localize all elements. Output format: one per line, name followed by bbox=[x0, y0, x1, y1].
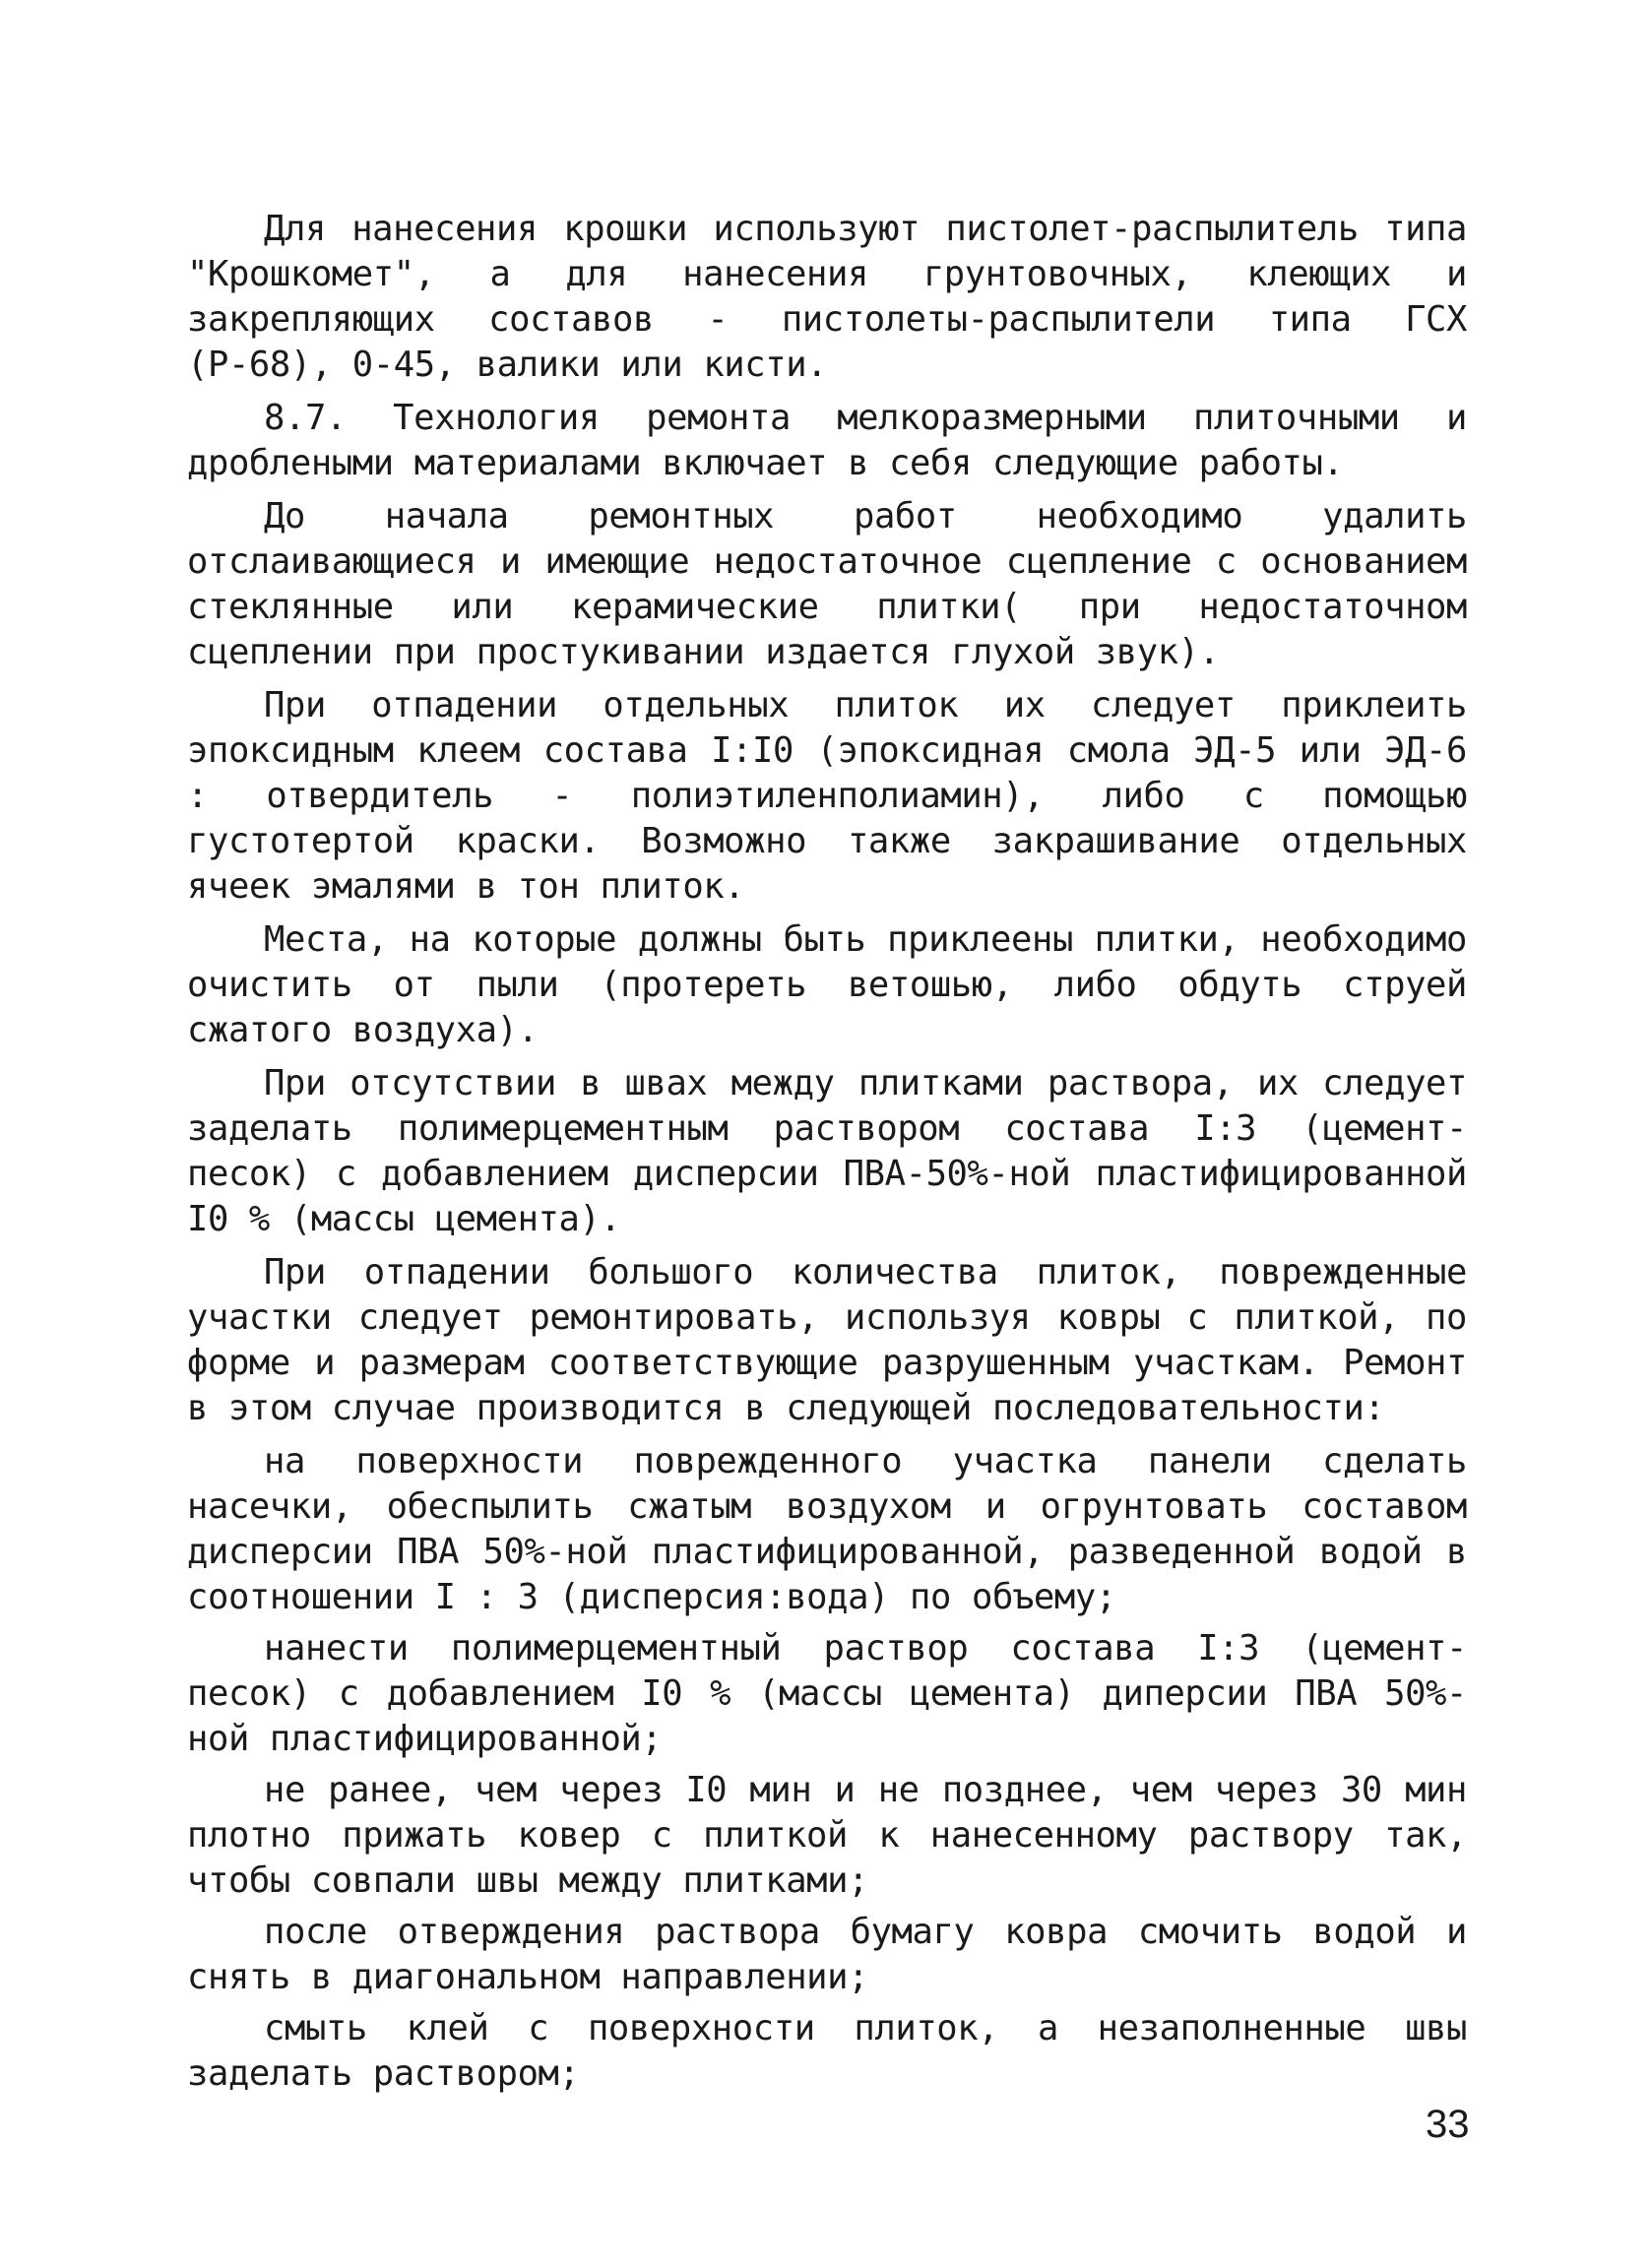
step-notch-and-prime: на поверхности поврежденного участка панели сделать насечки, обеспылить сжатым воздухом и огрунтовать составом дисперсии ПВА 50%-ной пластифицированной, разведенной водой в соотношении I : 3 (дисперсия:вода) по объему; bbox=[187, 1441, 1467, 1617]
paragraph-section-8-7: 8.7. Технология ремонта мелкоразмерными плиточными и дроблеными материалами включает в себя следующие работы. bbox=[187, 398, 1467, 483]
step-remove-paper: после отверждения раствора бумагу ковра смочить водой и снять в диагональном направлении; bbox=[187, 1912, 1467, 1997]
paragraph-carpet-repair: При отпадении большого количества плиток, поврежденные участки следует ремонтировать, используя ковры с плиткой, по форме и размерам соответствующие разрушенным участкам. Ремонт в этом случае производится в следующей последовательности: bbox=[187, 1252, 1467, 1428]
step-wash-glue: смыть клей с поверхности плиток, а незаполненные швы заделать раствором; bbox=[187, 2008, 1467, 2094]
paragraph-clean-surface: Места, на которые должны быть приклеены плитки, необходимо очистить от пыли (протереть ветошью, либо обдуть струей сжатого воздуха). bbox=[187, 919, 1467, 1050]
paragraph-seal-joints: При отсутствии в швах между плитками раствора, их следует заделать полимерцементным раствором состава I:3 (цемент-песок) с добавлением дисперсии ПВА-50%-ной пластифицированной I0 % (массы цемента). bbox=[187, 1063, 1467, 1239]
paragraph-spray-tools: Для нанесения крошки используют пистолет-распылитель типа "Крошкомет", а для нанесения грунтовочных, клеющих и закрепляющих составов - пистолеты-распылители типа ГСХ (Р-68), 0-45, валики или кисти. bbox=[187, 209, 1467, 385]
paragraph-remove-tiles: До начала ремонтных работ необходимо удалить отслаивающиеся и имеющие недостаточное сцепление с основанием стеклянные или керамические плитки( при недостаточном сцеплении при простукивании издается глухой звук). bbox=[187, 496, 1467, 672]
paragraph-glue-tiles: При отпадении отдельных плиток их следует приклеить эпоксидным клеем состава I:I0 (эпоксидная смола ЭД-5 или ЭД-6 : отвердитель - полиэтиленполиамин), либо с помощью густотертой краски. Возможно также закрашивание отдельных ячеек эмалями в тон плиток. bbox=[187, 685, 1467, 907]
page-number: 33 bbox=[1426, 2103, 1470, 2146]
step-press-carpet: не ранее, чем через I0 мин и не позднее, чем через 30 мин плотно прижать ковер с плиткой к нанесенному раствору так, чтобы совпали швы между плитками; bbox=[187, 1770, 1467, 1901]
body-text bbox=[187, 207, 1467, 2103]
step-apply-mortar: нанести полимерцементный раствор состава I:3 (цемент-песок) с добавлением I0 % (массы цемента) диперсии ПВА 50%-ной пластифицированной; bbox=[187, 1628, 1467, 1759]
